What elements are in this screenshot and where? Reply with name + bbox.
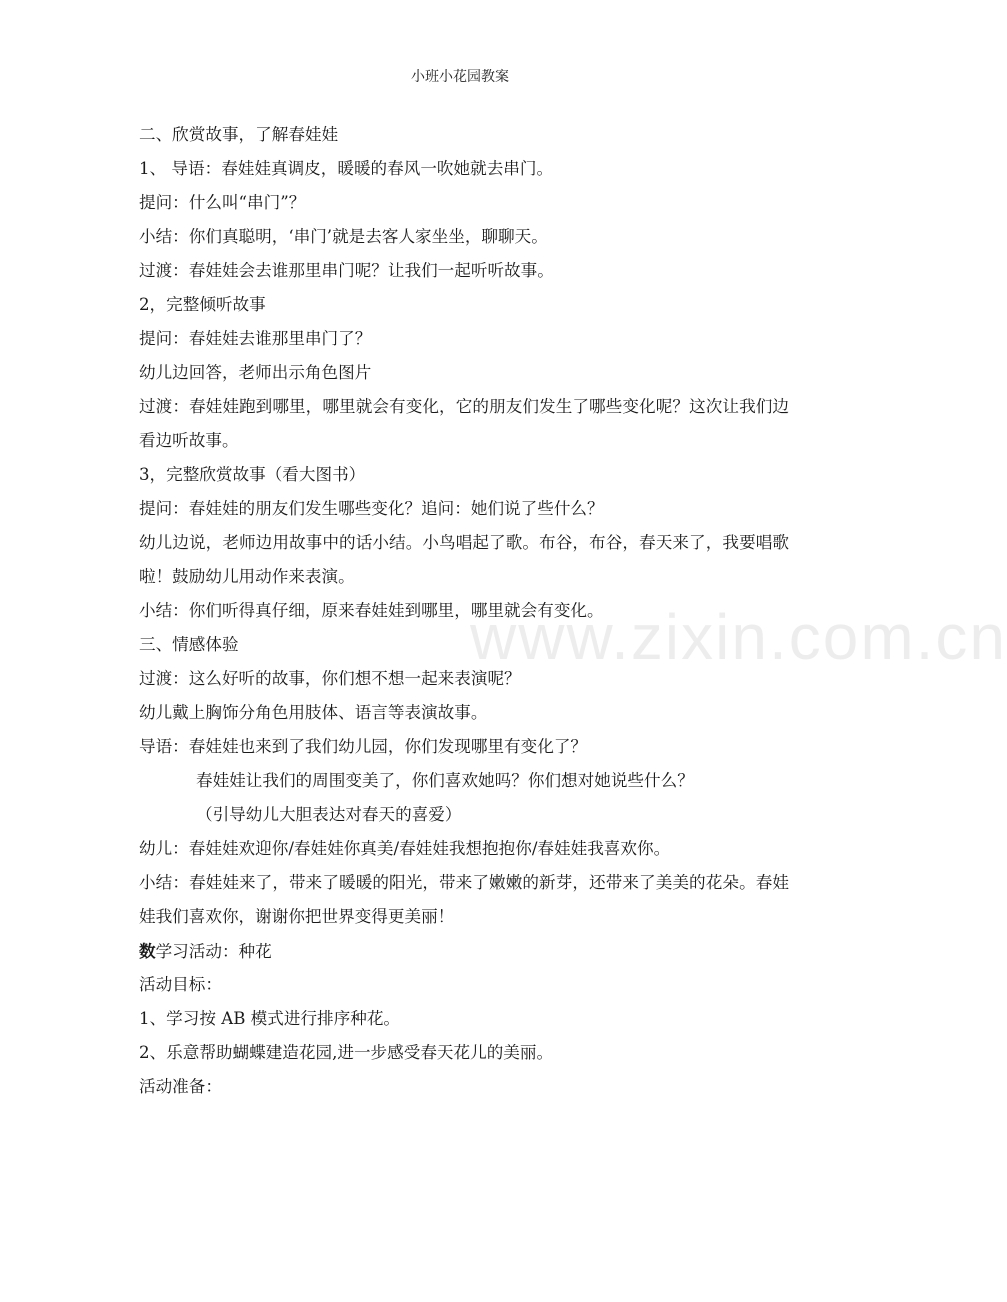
subsection-heading: 3，完整欣赏故事（看大图书） xyxy=(139,465,366,484)
paragraph: 幼儿戴上胸饰分角色用肢体、语言等表演故事。 xyxy=(139,703,488,722)
activity-title-bold: 数 xyxy=(139,941,156,961)
paragraph: 2、乐意帮助蝴蝶建造花园,进一步感受春天花儿的美丽。 xyxy=(139,1043,554,1062)
paragraph: 过渡：春娃娃会去谁那里串门呢？让我们一起听听故事。 xyxy=(139,261,554,280)
page-header: 小班小花园教案 xyxy=(411,69,509,85)
activity-title-rest: 学习活动：种花 xyxy=(155,942,272,961)
paragraph: 幼儿：春娃娃欢迎你/春娃娃你真美/春娃娃我想抱抱你/春娃娃我喜欢你。 xyxy=(139,839,671,858)
paragraph: 过渡：春娃娃跑到哪里，哪里就会有变化，它的朋友们发生了哪些变化呢？这次让我们边看边听故事。 xyxy=(139,397,789,450)
paragraph: 提问：春娃娃的朋友们发生哪些变化？追问：她们说了些什么？ xyxy=(139,499,604,518)
paragraph: （引导幼儿大胆表达对春天的喜爱） xyxy=(196,805,462,824)
paragraph: 小结：你们真聪明，‘串门’就是去客人家坐坐，聊聊天。 xyxy=(139,227,548,246)
section-heading: 二、欣赏故事，了解春娃娃 xyxy=(139,125,339,144)
paragraph: 小结：你们听得真仔细，原来春娃娃到哪里，哪里就会有变化。 xyxy=(139,601,604,620)
paragraph: 过渡：这么好听的故事，你们想不想一起来表演呢？ xyxy=(139,669,521,688)
paragraph: 幼儿边回答，老师出示角色图片 xyxy=(139,363,372,382)
paragraph: 幼儿边说，老师边用故事中的话小结。小鸟唱起了歌。布谷，布谷，春天来了，我要唱歌啦！鼓励幼儿用动作来表演。 xyxy=(139,533,789,586)
document-body xyxy=(139,118,789,1104)
section-heading: 三、情感体验 xyxy=(139,635,239,654)
subsection-heading: 2，完整倾听故事 xyxy=(139,295,266,314)
paragraph: 1、 导语：春娃娃真调皮，暖暖的春风一吹她就去串门。 xyxy=(139,159,554,178)
paragraph: 小结：春娃娃来了，带来了暖暖的阳光，带来了嫩嫩的新芽，还带来了美美的花朵。春娃娃我们喜欢你，谢谢你把世界变得更美丽！ xyxy=(139,873,789,926)
paragraph: 提问：什么叫“串门”？ xyxy=(139,193,306,212)
paragraph: 活动目标： xyxy=(139,975,222,994)
paragraph: 活动准备： xyxy=(139,1077,222,1096)
watermark: www.zixin.com.cn xyxy=(470,601,1007,673)
paragraph: 提问：春娃娃去谁那里串门了？ xyxy=(139,329,372,348)
activity-title xyxy=(139,934,789,968)
paragraph: 春娃娃让我们的周围变美了，你们喜欢她吗？你们想对她说些什么？ xyxy=(196,771,694,790)
paragraph: 1、学习按 AB 模式进行排序种花。 xyxy=(139,1009,401,1028)
paragraph: 导语：春娃娃也来到了我们幼儿园，你们发现哪里有变化了？ xyxy=(139,737,588,756)
